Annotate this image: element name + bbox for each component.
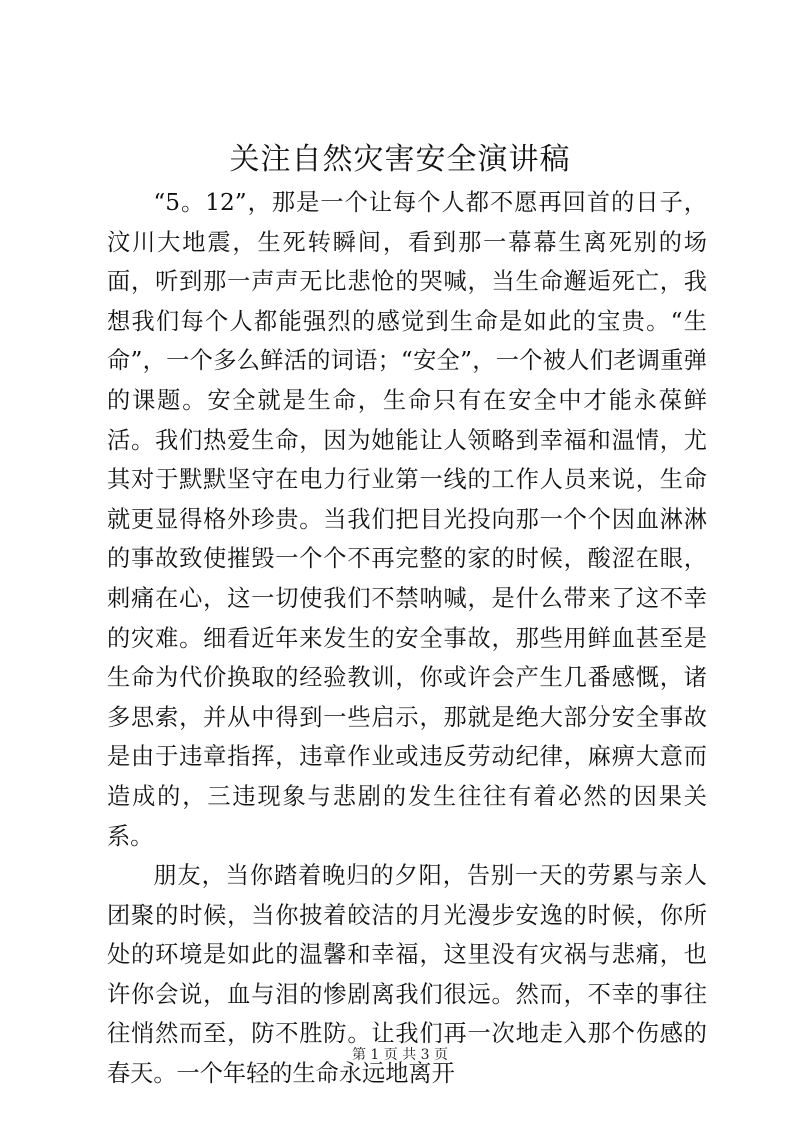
paragraph-2: 朋友，当你踏着晚归的夕阳，告别一天的劳累与亲人团聚的时候，当你披着皎洁的月光漫步安逸的时候，你所处的环境是如此的温馨和幸福，这里没有灾祸与悲痛，也许你会说，血与泪的惨剧离我们很远。然而，不幸的事往往悄然而至，防不胜防。让我们再一次地走入那个伤感的春天。一个年轻的生命永远地离开 (107, 862, 707, 1088)
document-body (107, 183, 707, 1094)
page-number-footer: 第 1 页 共 3 页 (351, 1047, 449, 1063)
paragraph-1: “5。12”，那是一个让每个人都不愿再回首的日子，汶川大地震，生死转瞬间，看到那一幕幕生离死别的场面，听到那一声声无比悲怆的哭喊，当生命邂逅死亡，我想我们每个人都能强烈的感觉到生命是如此的宝贵。“生命”，一个多么鲜活的词语；“安全”，一个被人们老调重弹的课题。安全就是生命，生命只有在安全中才能永葆鲜活。我们热爱生命，因为她能让人领略到幸福和温情，尤其对于默默坚守在电力行业第一线的工作人员来说，生命就更显得格外珍贵。当我们把目光投向那一个个因血淋淋的事故致使摧毁一个个不再完整的家的时候，酸涩在眼，刺痛在心，这一切使我们不禁呐喊，是什么带来了这不幸的灾难。细看近年来发生的安全事故，那些用鲜血甚至是生命为代价换取的经验教训，你或许会产生几番感慨，诸多思索，并从中得到一些启示，那就是绝大部分安全事故是由于违章指挥，违章作业或违反劳动纪律，麻痹大意而造成的，三违现象与悲剧的发生往往有着必然的因果关系。 (107, 189, 707, 850)
document-title: 关注自然灾害安全演讲稿 (229, 142, 571, 177)
